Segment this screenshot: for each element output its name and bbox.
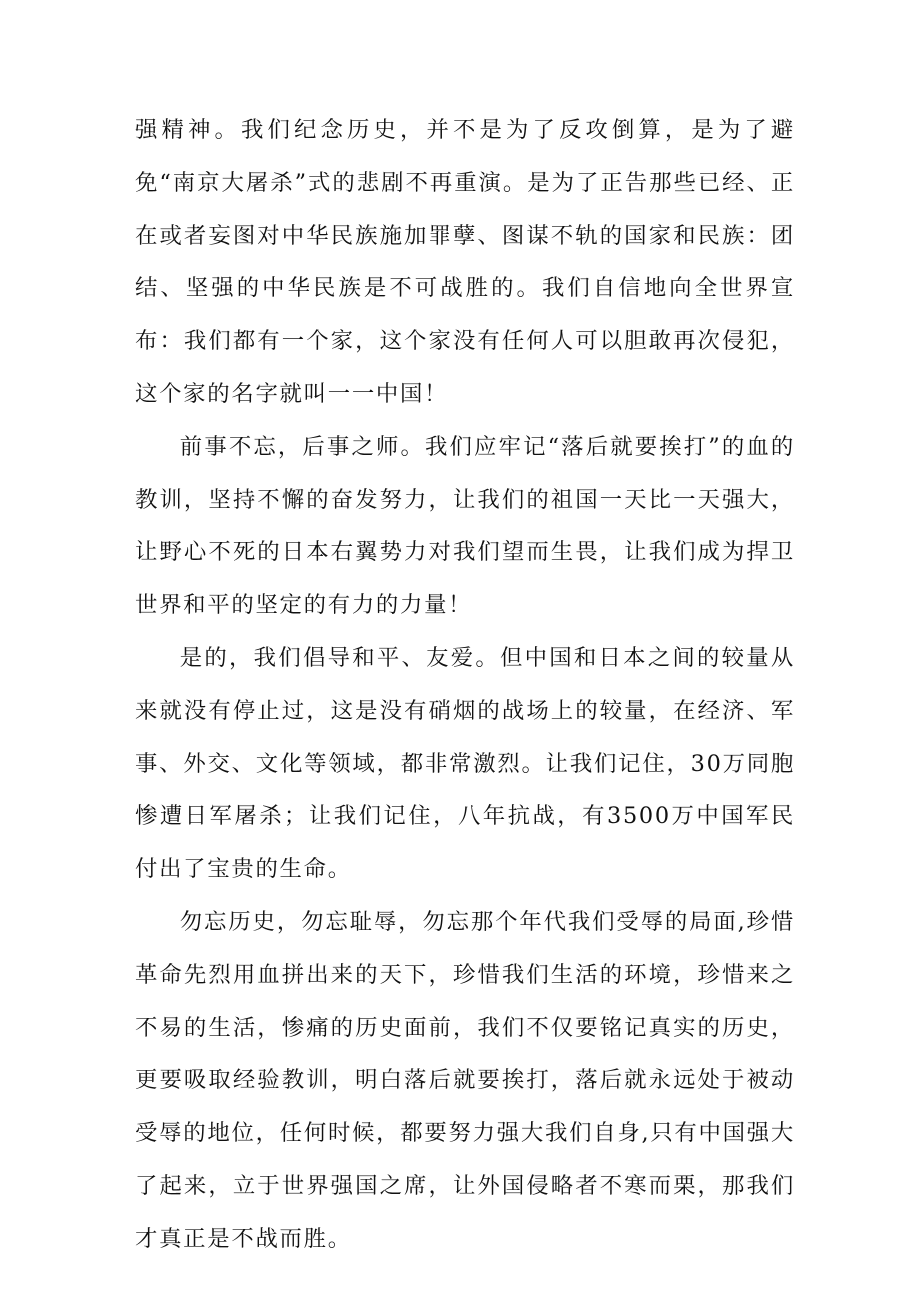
paragraph-3: 是的，我们倡导和平、友爱。但中国和日本之间的较量从来就没有停止过，这是没有硝烟的战场上的较量，在经济、军事、外交、文化等领域，都非常激烈。让我们记住，30万同胞惨遭日军屠杀；让我们记住，八年抗战，有3500万中国军民付出了宝贵的生命。	[135, 644, 795, 883]
paragraph-4: 勿忘历史，勿忘耻辱，勿忘那个年代我们受辱的局面,珍惜革命先烈用血拼出来的天下，珍惜我们生活的环境，珍惜来之不易的生活，惨痛的历史面前，我们不仅要铭记真实的历史，更要吸取经验教训，明白落后就要挨打，落后就永远处于被动受辱的地位，任何时候，都要努力强大我们自身,只有中国强大了起来，立于世界强国之席，让外国侵略者不寒而栗，那我们才真正是不战而胜。	[135, 908, 795, 1252]
paragraph-2: 前事不忘，后事之师。我们应牢记“落后就要挨打”的血的教训，坚持不懈的奋发努力，让我们的祖国一天比一天强大，让野心不死的日本右翼势力对我们望而生畏，让我们成为捍卫世界和平的坚定的有力的力量！	[135, 433, 795, 619]
document-body	[135, 104, 795, 1266]
paragraph-1: 强精神。我们纪念历史，并不是为了反攻倒算，是为了避免“南京大屠杀”式的悲剧不再重演。是为了正告那些已经、正在或者妄图对中华民族施加罪孽、图谋不轨的国家和民族：团结、坚强的中华民族是不可战胜的。我们自信地向全世界宣布：我们都有一个家，这个家没有任何人可以胆敢再次侵犯，这个家的名字就叫一一中国！	[135, 117, 795, 407]
